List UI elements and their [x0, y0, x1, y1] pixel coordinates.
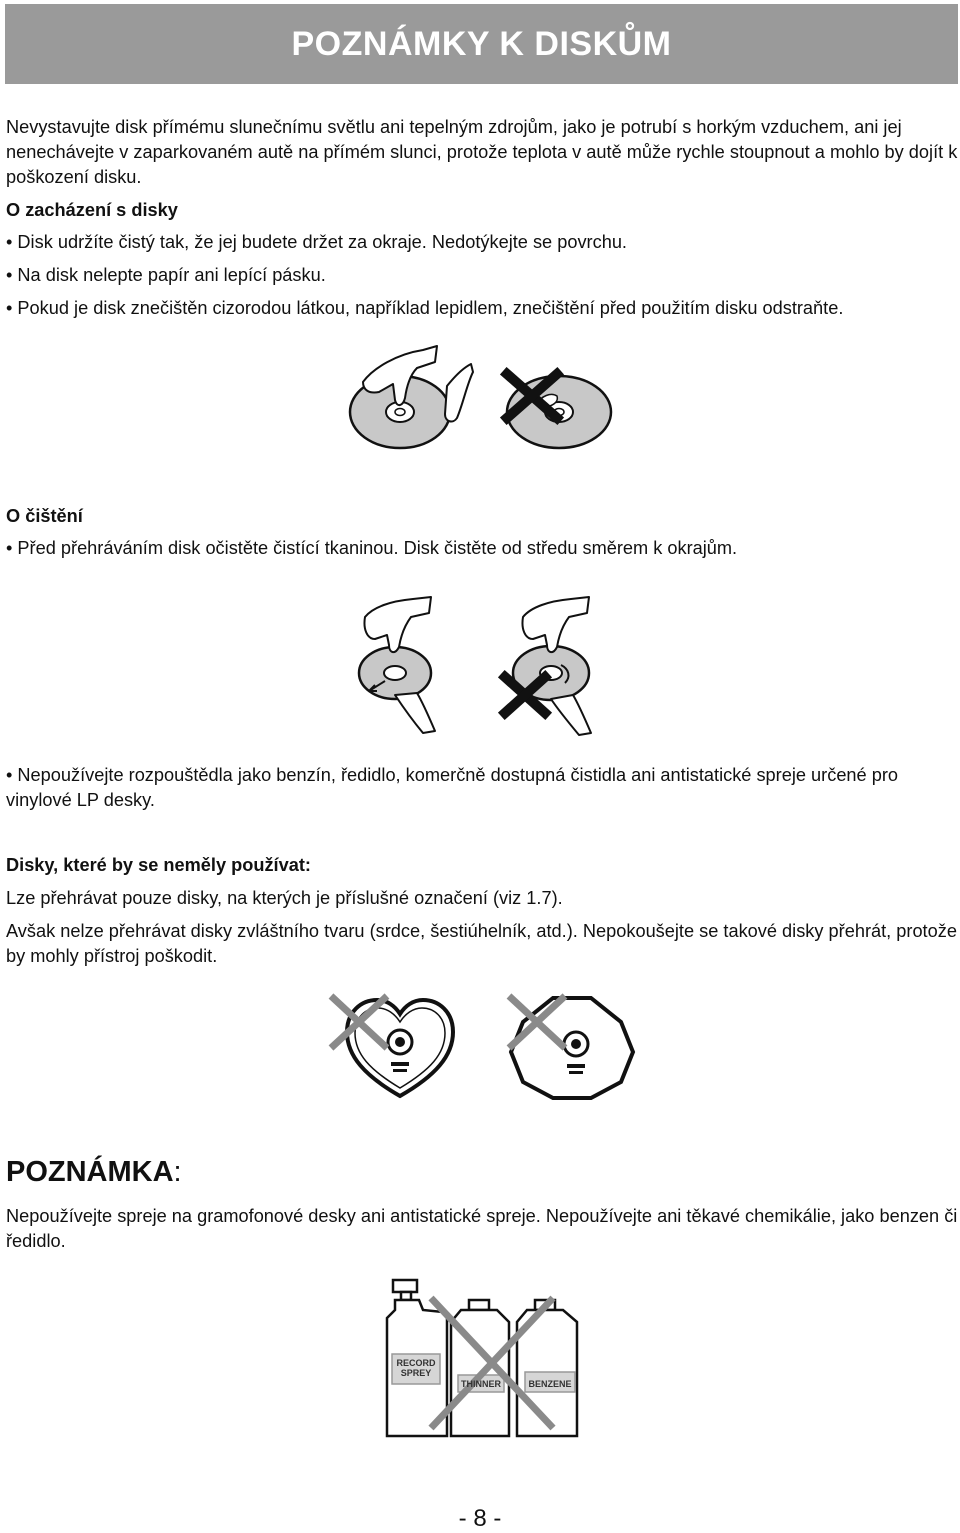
intro-paragraph: Nevystavujte disk přímému slunečnímu světlu ani tepelným zdrojům, jako je potrubí s horkým vzduchem, ani jej nenechávejte v zaparkovaném autě na přímém slunci, protože teplota v autě může rychle stoupnout a mohlo by dojít k poškození disku.: [6, 117, 958, 187]
note-heading-text: POZNÁMKA: [6, 1156, 174, 1188]
handling-bullet-2: • Na disk nelepte papír ani lepící pásku.: [6, 265, 326, 285]
cleaning-heading: O čištění: [6, 506, 83, 526]
cleaning-bullet-2: • Nepoužívejte rozpouštědla jako benzín, ředidlo, komerčně dostupná čistidla ani antistatické spreje určené pro vinylové LP desky.: [6, 765, 899, 810]
handling-bullet-1: • Disk udržíte čistý tak, že jej budete držet za okraje. Nedotýkejte se povrchu.: [6, 232, 627, 252]
odd-shaped-discs-illustration: [325, 990, 645, 1105]
note-heading-colon: :: [173, 1156, 182, 1188]
unusable-paragraph-2: Avšak nelze přehrávat disky zvláštního tvaru (srdce, šestiúhelník, atd.). Nepokoušejte se takové disky přehrát, protože by mohly přístroj poškodit.: [6, 921, 957, 966]
unusable-heading: Disky, které by se neměly používat:: [6, 855, 311, 875]
record-label-line-2: SPREY: [400, 1368, 432, 1378]
disc-clean-correct-icon: [359, 647, 431, 699]
benzene-label: BENZENE: [528, 1379, 572, 1389]
page-header: [5, 4, 958, 84]
record-spray-label: [392, 1358, 440, 1378]
handling-bullet-3: • Pokud je disk znečištěn cizorodou látkou, například lepidlem, znečištění před použitím disku odstraňte.: [6, 298, 844, 318]
note-text: Nepoužívejte spreje na gramofonové desky ani antistatické spreje. Nepoužívejte ani těkavé chemikálie, jako benzen či ředidlo.: [6, 1206, 958, 1251]
thinner-label: THINNER: [461, 1379, 501, 1389]
cleaning-bullet-1: • Před přehráváním disk očistěte čistící tkaninou. Disk čistěte od středu směrem k okrajům.: [6, 538, 738, 558]
chemicals-illustration: [385, 1278, 580, 1440]
page-title: POZNÁMKY K DISKŮM: [291, 24, 672, 63]
benzene-bottle-icon: [517, 1300, 577, 1436]
page-number: - 8 -: [458, 1505, 502, 1532]
note-heading: [6, 1156, 182, 1189]
unusable-paragraph-1: Lze přehrávat pouze disky, na kterých je příslušné označení (viz 1.7).: [6, 888, 563, 908]
handling-heading: O zacházení s disky: [6, 200, 178, 220]
record-label-line-1: RECORD: [396, 1358, 436, 1368]
disc-cleaning-illustration: [355, 595, 615, 740]
disc-handling-illustration: [345, 340, 625, 460]
